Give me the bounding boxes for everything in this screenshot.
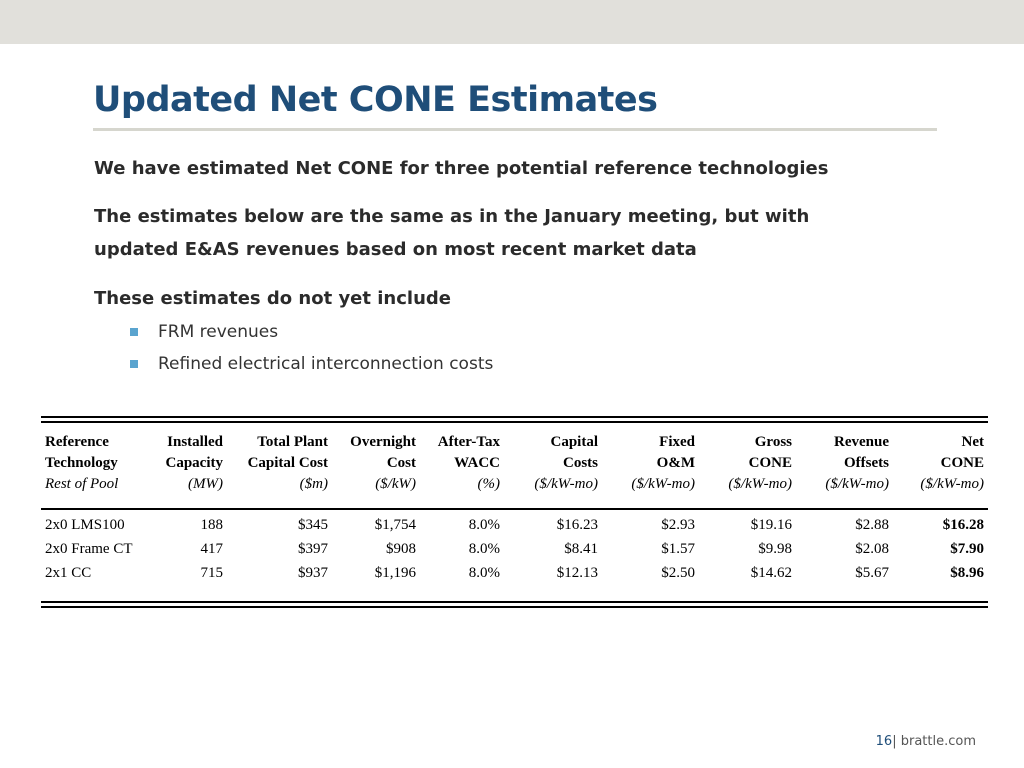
table-cell: 2x0 LMS100: [45, 517, 125, 533]
table-top-rule-2: [41, 421, 988, 423]
header-row-line2: [41, 453, 988, 474]
units-cell: ($/kW-mo): [825, 476, 889, 492]
table-cell: $1,754: [374, 517, 416, 533]
table-cell: $937: [298, 565, 328, 581]
header-cell: Reference: [45, 434, 109, 450]
header-cell: Net: [961, 434, 984, 450]
units-cell: (%): [477, 476, 500, 492]
table-cell: $2.88: [855, 517, 889, 533]
table-cell: $1.57: [661, 541, 695, 557]
header-cell: Cost: [386, 455, 416, 471]
table-cell: $1,196: [374, 565, 416, 581]
units-cell: ($m): [299, 476, 328, 492]
spacer-row: [41, 495, 988, 513]
header-cell: Costs: [562, 455, 598, 471]
header-cell: Fixed: [659, 434, 695, 450]
net-cone-value: $8.96: [950, 565, 984, 581]
units-cell: ($/kW-mo): [631, 476, 695, 492]
units-cell: ($/kW-mo): [920, 476, 984, 492]
net-cone-value: $7.90: [950, 541, 984, 557]
square-bullet-icon: [130, 360, 138, 368]
units-cell: ($/kW-mo): [728, 476, 792, 492]
bullet-three-technologies: We have estimated Net CONE for three potential reference technologies: [94, 158, 829, 179]
table-cell: 188: [200, 517, 223, 533]
header-cell: Gross: [754, 434, 792, 450]
header-cell: Capacity: [165, 455, 223, 471]
units-cell: ($/kW-mo): [534, 476, 598, 492]
table-cell: $14.62: [750, 565, 792, 581]
table-cell: $2.50: [661, 565, 695, 581]
table-bottom-rule-2: [41, 606, 988, 608]
table-row: [41, 561, 988, 585]
square-bullet-icon: [130, 328, 138, 336]
table-cell: 715: [200, 565, 223, 581]
slide-title: Updated Net CONE Estimates: [93, 80, 658, 120]
header-cell: O&M: [656, 455, 695, 471]
table-cell: $19.16: [750, 517, 792, 533]
table-cell: 2x1 CC: [45, 565, 92, 581]
table-cell: $2.08: [855, 541, 889, 557]
title-underline: [93, 128, 937, 131]
header-cell: Overnight: [350, 434, 416, 450]
table-cell: $16.23: [556, 517, 598, 533]
footer-site: brattle.com: [900, 734, 976, 749]
table-cell: $8.41: [564, 541, 598, 557]
header-cell: Revenue: [834, 434, 889, 450]
bullet-estimates-same-line2: updated E&AS revenues based on most recent market data: [94, 239, 697, 260]
table-row: [41, 513, 988, 537]
units-row: [41, 474, 988, 495]
net-cone-value: $16.28: [942, 517, 984, 533]
header-cell: Capital Cost: [247, 455, 328, 471]
table-cell: $5.67: [855, 565, 889, 581]
units-cell: Rest of Pool: [45, 476, 119, 492]
header-cell: Offsets: [844, 455, 889, 471]
top-banner: [0, 0, 1024, 44]
header-cell: Installed: [167, 434, 223, 450]
header-row-line1: [41, 432, 988, 453]
header-cell: After-Tax: [437, 434, 500, 450]
table-row: [41, 537, 988, 561]
footer-separator: |: [892, 734, 897, 749]
table-cell: $908: [386, 541, 416, 557]
header-cell: Capital: [550, 434, 598, 450]
table-cell: $397: [298, 541, 328, 557]
table-bottom-rule-1: [41, 601, 988, 603]
table-cell: $2.93: [661, 517, 695, 533]
table-cell: 2x0 Frame CT: [45, 541, 133, 557]
table-top-rule-1: [41, 416, 988, 418]
header-cell: CONE: [940, 455, 984, 471]
net-cone-table: [41, 432, 988, 585]
table-cell: $345: [298, 517, 328, 533]
header-cell: WACC: [454, 455, 500, 471]
slide-footer: [876, 734, 976, 749]
header-cell: Total Plant: [257, 434, 328, 450]
table-cell: 8.0%: [468, 541, 500, 557]
table-cell: 417: [200, 541, 223, 557]
table-cell: 8.0%: [468, 565, 500, 581]
table-cell: 8.0%: [468, 517, 500, 533]
bullet-not-yet-include: These estimates do not yet include: [94, 288, 451, 309]
header-cell: CONE: [748, 455, 792, 471]
page-number: 16: [875, 734, 893, 749]
units-cell: (MW): [188, 476, 223, 492]
header-cell: Technology: [45, 455, 118, 471]
bullet-estimates-same-line1: The estimates below are the same as in the January meeting, but with: [94, 206, 810, 227]
units-cell: ($/kW): [375, 476, 416, 492]
table-cell: $12.13: [556, 565, 598, 581]
table-cell: $9.98: [758, 541, 792, 557]
